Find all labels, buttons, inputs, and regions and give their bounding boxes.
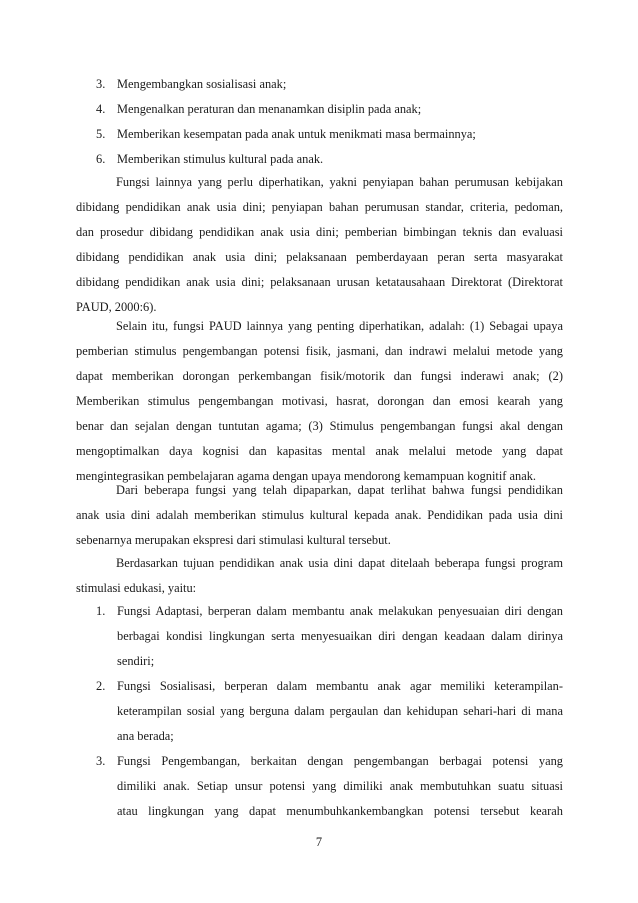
list-item <box>96 122 566 147</box>
list-number: 5. <box>96 127 106 141</box>
list-number: 1. <box>96 604 106 618</box>
top-numbered-list <box>96 72 566 172</box>
list-line: keterampilan sosial yang berguna dalam pergaulan dan kehidupan sehari-hari di mana <box>117 704 563 718</box>
paragraph-line: dibidang pendidikan anak usia dini; penyiapan bahan perumusan standar, criteria, pedoman, <box>76 200 563 214</box>
list-line: Fungsi Pengembangan, berkaitan dengan pengembangan berbagai potensi yang <box>117 754 563 768</box>
paragraph-line: Memberikan stimulus pengembangan motivasi, hasrat, dorongan dan emosi kearah yang <box>76 394 563 408</box>
list-item <box>96 72 566 97</box>
list-number: 4. <box>96 102 106 116</box>
list-item <box>96 674 563 749</box>
list-text: Mengembangkan sosialisasi anak; <box>117 77 287 91</box>
list-item <box>96 599 563 674</box>
paragraph-line: dan prosedur dibidang pendidikan anak usia dini; pemberian bimbingan teknis dan evaluasi <box>76 225 563 239</box>
list-line: Fungsi Adaptasi, berperan dalam membantu anak melakukan penyesuaian diri dengan <box>117 604 563 618</box>
paragraph-line: Berdasarkan tujuan pendidikan anak usia dini dapat ditelaah beberapa fungsi program <box>116 556 563 570</box>
list-number: 3. <box>96 754 106 768</box>
paragraph-line: dibidang pendidikan anak usia dini; pelaksanaan pemberdayaan peran serta masyarakat <box>76 250 563 264</box>
paragraph-fungsi-lainnya <box>76 170 563 320</box>
list-line: dimiliki anak. Setiap unsur potensi yang dimiliki anak membutuhkan suatu situasi <box>117 779 563 793</box>
list-line: berbagai kondisi lingkungan serta menyesuaikan diri dengan keadaan dalam dirinya <box>117 629 563 643</box>
list-item <box>96 749 563 824</box>
paragraph-line: Fungsi lainnya yang perlu diperhatikan, yakni penyiapan bahan perumusan kebijakan <box>116 175 563 189</box>
bottom-numbered-list <box>96 599 563 824</box>
list-line: atau lingkungan yang dapat menumbuhkankembangkan potensi tersebut kearah <box>117 804 563 818</box>
list-number: 6. <box>96 152 106 166</box>
list-item <box>96 97 566 122</box>
list-number: 3. <box>96 77 106 91</box>
list-line: ana berada; <box>117 729 174 743</box>
paragraph-line: Dari beberapa fungsi yang telah dipaparkan, dapat terlihat bahwa fungsi pendidikan <box>116 483 563 497</box>
paragraph-line: mengintegrasikan pembelajaran agama dengan upaya mendorong kemampuan kognitif anak. <box>76 469 537 483</box>
paragraph-line: dapat memberikan dorongan perkembangan fisik/motorik dan fungsi inderawi anak; (2) <box>76 369 563 383</box>
page-number: 7 <box>315 835 323 849</box>
list-line: Fungsi Sosialisasi, berperan dalam membantu anak agar memiliki keterampilan- <box>117 679 563 693</box>
paragraph-line: PAUD, 2000:6). <box>76 300 157 314</box>
paragraph-line: sebenarnya merupakan ekspresi dari stimulasi kultural tersebut. <box>76 533 391 547</box>
list-number: 2. <box>96 679 106 693</box>
list-item <box>96 147 566 172</box>
paragraph-line: anak usia dini adalah memberikan stimulus kultural kepada anak. Pendidikan pada usia dini <box>76 508 563 522</box>
paragraph-dari-beberapa <box>76 478 563 553</box>
paragraph-berdasarkan <box>76 551 563 601</box>
paragraph-selain-itu <box>76 314 563 489</box>
paragraph-line: mengoptimalkan daya kognisi dan kapasitas mental anak melalui metode yang dapat <box>76 444 563 458</box>
paragraph-line: pemberian stimulus pengembangan potensi fisik, jasmani, dan indrawi melalui metode yang <box>76 344 563 358</box>
list-text: Memberikan kesempatan pada anak untuk menikmati masa bermainnya; <box>117 127 476 141</box>
list-text: Memberikan stimulus kultural pada anak. <box>117 152 324 166</box>
list-text: Mengenalkan peraturan dan menanamkan disiplin pada anak; <box>117 102 422 116</box>
paragraph-line: benar dan sejalan dengan tuntutan agama; (3) Stimulus pengembangan fungsi akal dengan <box>76 419 563 433</box>
paragraph-line: dibidang pendidikan anak usia dini; pelaksanaan urusan ketatausahaan Direktorat (Direktorat <box>76 275 563 289</box>
list-line: sendiri; <box>117 654 155 668</box>
paragraph-line: stimulasi edukasi, yaitu: <box>76 581 197 595</box>
paragraph-line: Selain itu, fungsi PAUD lainnya yang penting diperhatikan, adalah: (1) Sebagai upaya <box>116 319 563 333</box>
